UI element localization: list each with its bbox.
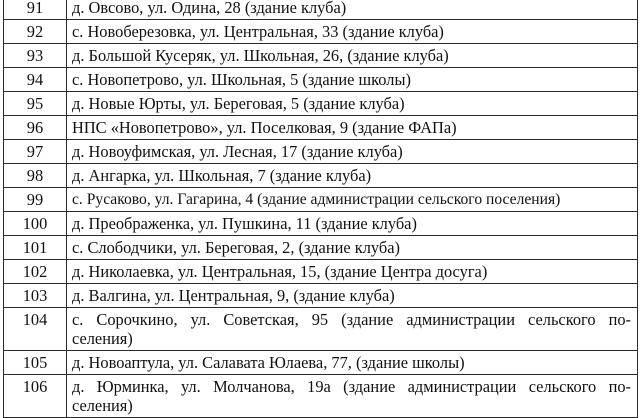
row-address: с. Новопетрово, ул. Школьная, 5 (здание школы)	[67, 68, 638, 92]
row-number: 93	[4, 44, 67, 68]
row-address: д. Новые Юрты, ул. Береговая, 5 (здание клуба)	[67, 92, 638, 116]
row-address-line-1: д. Юрминка, ул. Молчанова, 19а (здание администрации сельского по-	[72, 377, 631, 396]
table-row	[4, 260, 638, 284]
row-number: 101	[4, 236, 67, 260]
polling-stations-document	[3, 0, 637, 418]
row-number: 103	[4, 284, 67, 308]
table-row	[4, 188, 638, 212]
table-row	[4, 44, 638, 68]
row-address: д. Николаевка, ул. Центральная, 15, (здание Центра досуга)	[67, 260, 638, 284]
row-number: 106	[4, 375, 67, 418]
row-number: 95	[4, 92, 67, 116]
table-row	[4, 20, 638, 44]
row-address: д. Овсово, ул. Одина, 28 (здание клуба)	[67, 0, 638, 20]
row-address-line-1: с. Сорочкино, ул. Советская, 95 (здание администрации сельского по-	[72, 310, 631, 329]
row-number: 91	[4, 0, 67, 20]
row-address: д. Ангарка, ул. Школьная, 7 (здание клуба)	[67, 164, 638, 188]
row-address: с. Русаково, ул. Гагарина, 4 (здание администрации сельского поселения)	[67, 188, 638, 212]
row-number: 98	[4, 164, 67, 188]
row-number: 97	[4, 140, 67, 164]
table-row	[4, 236, 638, 260]
row-address	[67, 308, 638, 351]
row-number: 105	[4, 351, 67, 375]
table-row	[4, 164, 638, 188]
table-row	[4, 351, 638, 375]
row-number: 104	[4, 308, 67, 351]
row-number: 99	[4, 188, 67, 212]
table-row	[4, 116, 638, 140]
row-number: 92	[4, 20, 67, 44]
table-row	[4, 140, 638, 164]
polling-stations-table	[3, 0, 638, 418]
row-address: с. Слободчики, ул. Береговая, 2, (здание клуба)	[67, 236, 638, 260]
table-row	[4, 308, 638, 351]
row-address	[67, 375, 638, 418]
row-address: д. Новоуфимская, ул. Лесная, 17 (здание клуба)	[67, 140, 638, 164]
table-row	[4, 284, 638, 308]
row-number: 94	[4, 68, 67, 92]
row-address: д. Новоаптула, ул. Салавата Юлаева, 77, (здание школы)	[67, 351, 638, 375]
row-number: 100	[4, 212, 67, 236]
row-number: 96	[4, 116, 67, 140]
table-row	[4, 375, 638, 418]
row-address: д. Преображенка, ул. Пушкина, 11 (здание клуба)	[67, 212, 638, 236]
table-row	[4, 68, 638, 92]
table-row	[4, 212, 638, 236]
table-row	[4, 0, 638, 20]
row-number: 102	[4, 260, 67, 284]
row-address: д. Валгина, ул. Центральная, 9, (здание клуба)	[67, 284, 638, 308]
row-address-line-2: селения)	[72, 329, 133, 348]
row-address: с. Новоберезовка, ул. Центральная, 33 (здание клуба)	[67, 20, 638, 44]
table-row	[4, 92, 638, 116]
row-address-line-2: селения)	[72, 396, 133, 415]
row-address: НПС «Новопетрово», ул. Поселковая, 9 (здание ФАПа)	[67, 116, 638, 140]
row-address: д. Большой Кусеряк, ул. Школьная, 26, (здание клуба)	[67, 44, 638, 68]
